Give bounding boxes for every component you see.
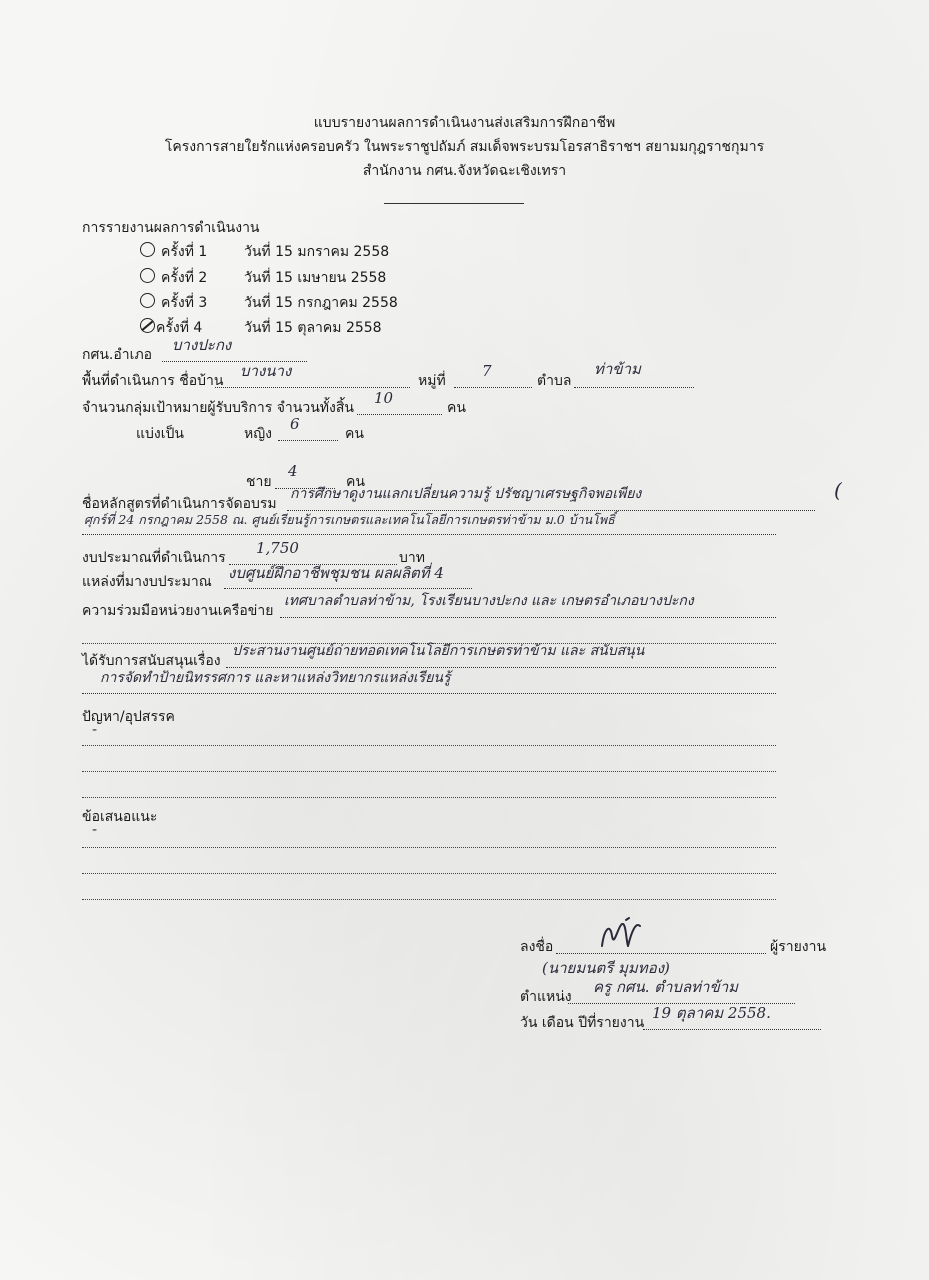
- coop-line: [280, 617, 776, 618]
- moo-value: 7: [482, 362, 492, 380]
- tambon-line: [574, 387, 694, 388]
- suggest-line-1: [82, 847, 776, 848]
- form-title: แบบรายงานผลการดำเนินงานส่งเสริมการฝึกอาชีพ: [313, 115, 616, 131]
- source-line: [224, 588, 472, 589]
- sign-label: ลงชื่อ: [520, 939, 554, 955]
- problem-value: -: [92, 720, 98, 738]
- suggest-line-2: [82, 873, 776, 874]
- female-value: 6: [290, 415, 300, 433]
- tambon-value: ท่าข้าม: [594, 360, 641, 378]
- position-label: ตำแหน่ง: [520, 989, 572, 1005]
- date-value: 19 ตุลาคม 2558.: [652, 1004, 771, 1022]
- support-line-1: [226, 667, 776, 668]
- round-3-label: ครั้งที่ 3: [161, 295, 208, 311]
- support-label: ได้รับการสนับสนุนเรื่อง: [82, 653, 221, 669]
- village-line: [215, 387, 410, 388]
- split-label: แบ่งเป็น: [136, 426, 184, 442]
- problem-line-3: [82, 797, 776, 798]
- village-value: บางนาง: [240, 362, 292, 380]
- male-label: ชาย: [246, 474, 272, 490]
- support-value-1: ประสานงานศูนย์ถ่ายทอดเทคโนโลยีการเกษตรท่าข้าม และ สนับสนุน: [232, 643, 645, 659]
- round-1-label: ครั้งที่ 1: [161, 244, 208, 260]
- round-1-radio-icon: [140, 242, 155, 257]
- problem-label: ปัญหา/อุปสรรค: [82, 709, 175, 725]
- target-unit: คน: [447, 400, 466, 416]
- round-3-date: วันที่ 15 กรกฎาคม 2558: [244, 295, 398, 311]
- target-line: [357, 414, 442, 415]
- coop-label: ความร่วมมือหน่วยงานเครือข่าย: [82, 603, 274, 619]
- male-value: 4: [288, 462, 298, 480]
- header-underline: [384, 203, 524, 204]
- target-label: จำนวนกลุ่มเป้าหมายผู้รับบริการ จำนวนทั้งสิ้น: [82, 400, 354, 416]
- support-line-2: [82, 693, 776, 694]
- round-1-date: วันที่ 15 มกราคม 2558: [244, 244, 390, 260]
- suggest-label: ข้อเสนอแนะ: [82, 809, 158, 825]
- course-paren: (: [834, 478, 842, 502]
- target-value: 10: [374, 389, 394, 407]
- position-value: ครู กศน. ตำบลท่าข้าม: [593, 978, 739, 996]
- date-line: [643, 1029, 821, 1030]
- round-2-radio-icon: [140, 268, 155, 283]
- sign-line: [556, 953, 766, 954]
- moo-line: [454, 387, 532, 388]
- course-line-1: [287, 510, 815, 511]
- suggest-value: -: [92, 820, 98, 838]
- budget-unit: บาท: [399, 550, 425, 566]
- course-line-2: [82, 534, 776, 535]
- date-label: วัน เดือน ปีที่รายงาน: [520, 1015, 645, 1031]
- female-label: หญิง: [244, 426, 272, 442]
- round-4-label: ครั้งที่ 4: [156, 320, 203, 336]
- suggest-line-3: [82, 899, 776, 900]
- report-section-label: การรายงานผลการดำเนินงาน: [82, 220, 260, 236]
- female-line: [278, 440, 338, 441]
- round-2-label: ครั้งที่ 2: [161, 270, 208, 286]
- coop-value: เทศบาลตำบลท่าข้าม, โรงเรียนบางปะกง และ เกษตรอำเภอบางปะกง: [284, 593, 694, 609]
- problem-line-1: [82, 745, 776, 746]
- office-name: สำนักงาน กศน.จังหวัดฉะเชิงเทรา: [362, 163, 567, 179]
- round-3-radio-icon: [140, 293, 155, 308]
- moo-label: หมู่ที่: [418, 373, 446, 389]
- course-value-1: การศึกษาดูงานแลกเปลี่ยนความรู้ ปรัชญาเศรษฐกิจพอเพียง: [290, 486, 642, 502]
- budget-label: งบประมาณที่ดำเนินการ: [82, 550, 226, 566]
- source-label: แหล่งที่มางบประมาณ: [82, 574, 212, 590]
- round-2-date: วันที่ 15 เมษายน 2558: [244, 270, 387, 286]
- source-value: งบศูนย์ฝึกอาชีพชุมชน ผลผลิตที่ 4: [228, 564, 444, 582]
- problem-line-2: [82, 771, 776, 772]
- female-unit: คน: [345, 426, 364, 442]
- tambon-label: ตำบล: [537, 373, 572, 389]
- area-label: พื้นที่ดำเนินการ ชื่อบ้าน: [82, 373, 224, 389]
- handwritten-signature: [596, 916, 646, 954]
- budget-value: 1,750: [256, 539, 299, 557]
- course-value-2: ศุกร์ที่ 24 กรกฎาคม 2558 ณ. ศูนย์เรียนรู้การเกษตรและเทคโนโลยีการเกษตรท่าข้าม ม.0 บ้านโพธิ์: [84, 512, 615, 527]
- course-label: ชื่อหลักสูตรที่ดำเนินการจัดอบรม: [82, 496, 277, 512]
- support-value-2: การจัดทำป้ายนิทรรศการ และหาแหล่งวิทยากรแหล่งเรียนรู้: [100, 670, 451, 686]
- district-value: บางปะกง: [172, 336, 232, 354]
- male-unit: คน: [346, 474, 365, 490]
- name-value: (นายมนตรี มุมทอง): [542, 959, 670, 977]
- reporter-label: ผู้รายงาน: [770, 939, 827, 955]
- project-name: โครงการสายใยรักแห่งครอบครัว ในพระราชูปถัมภ์ สมเด็จพระบรมโอรสาธิราชฯ สยามมกุฎราชกุมาร: [164, 139, 765, 155]
- round-4-date: วันที่ 15 ตุลาคม 2558: [244, 320, 382, 336]
- district-label: กศน.อำเภอ: [82, 347, 153, 363]
